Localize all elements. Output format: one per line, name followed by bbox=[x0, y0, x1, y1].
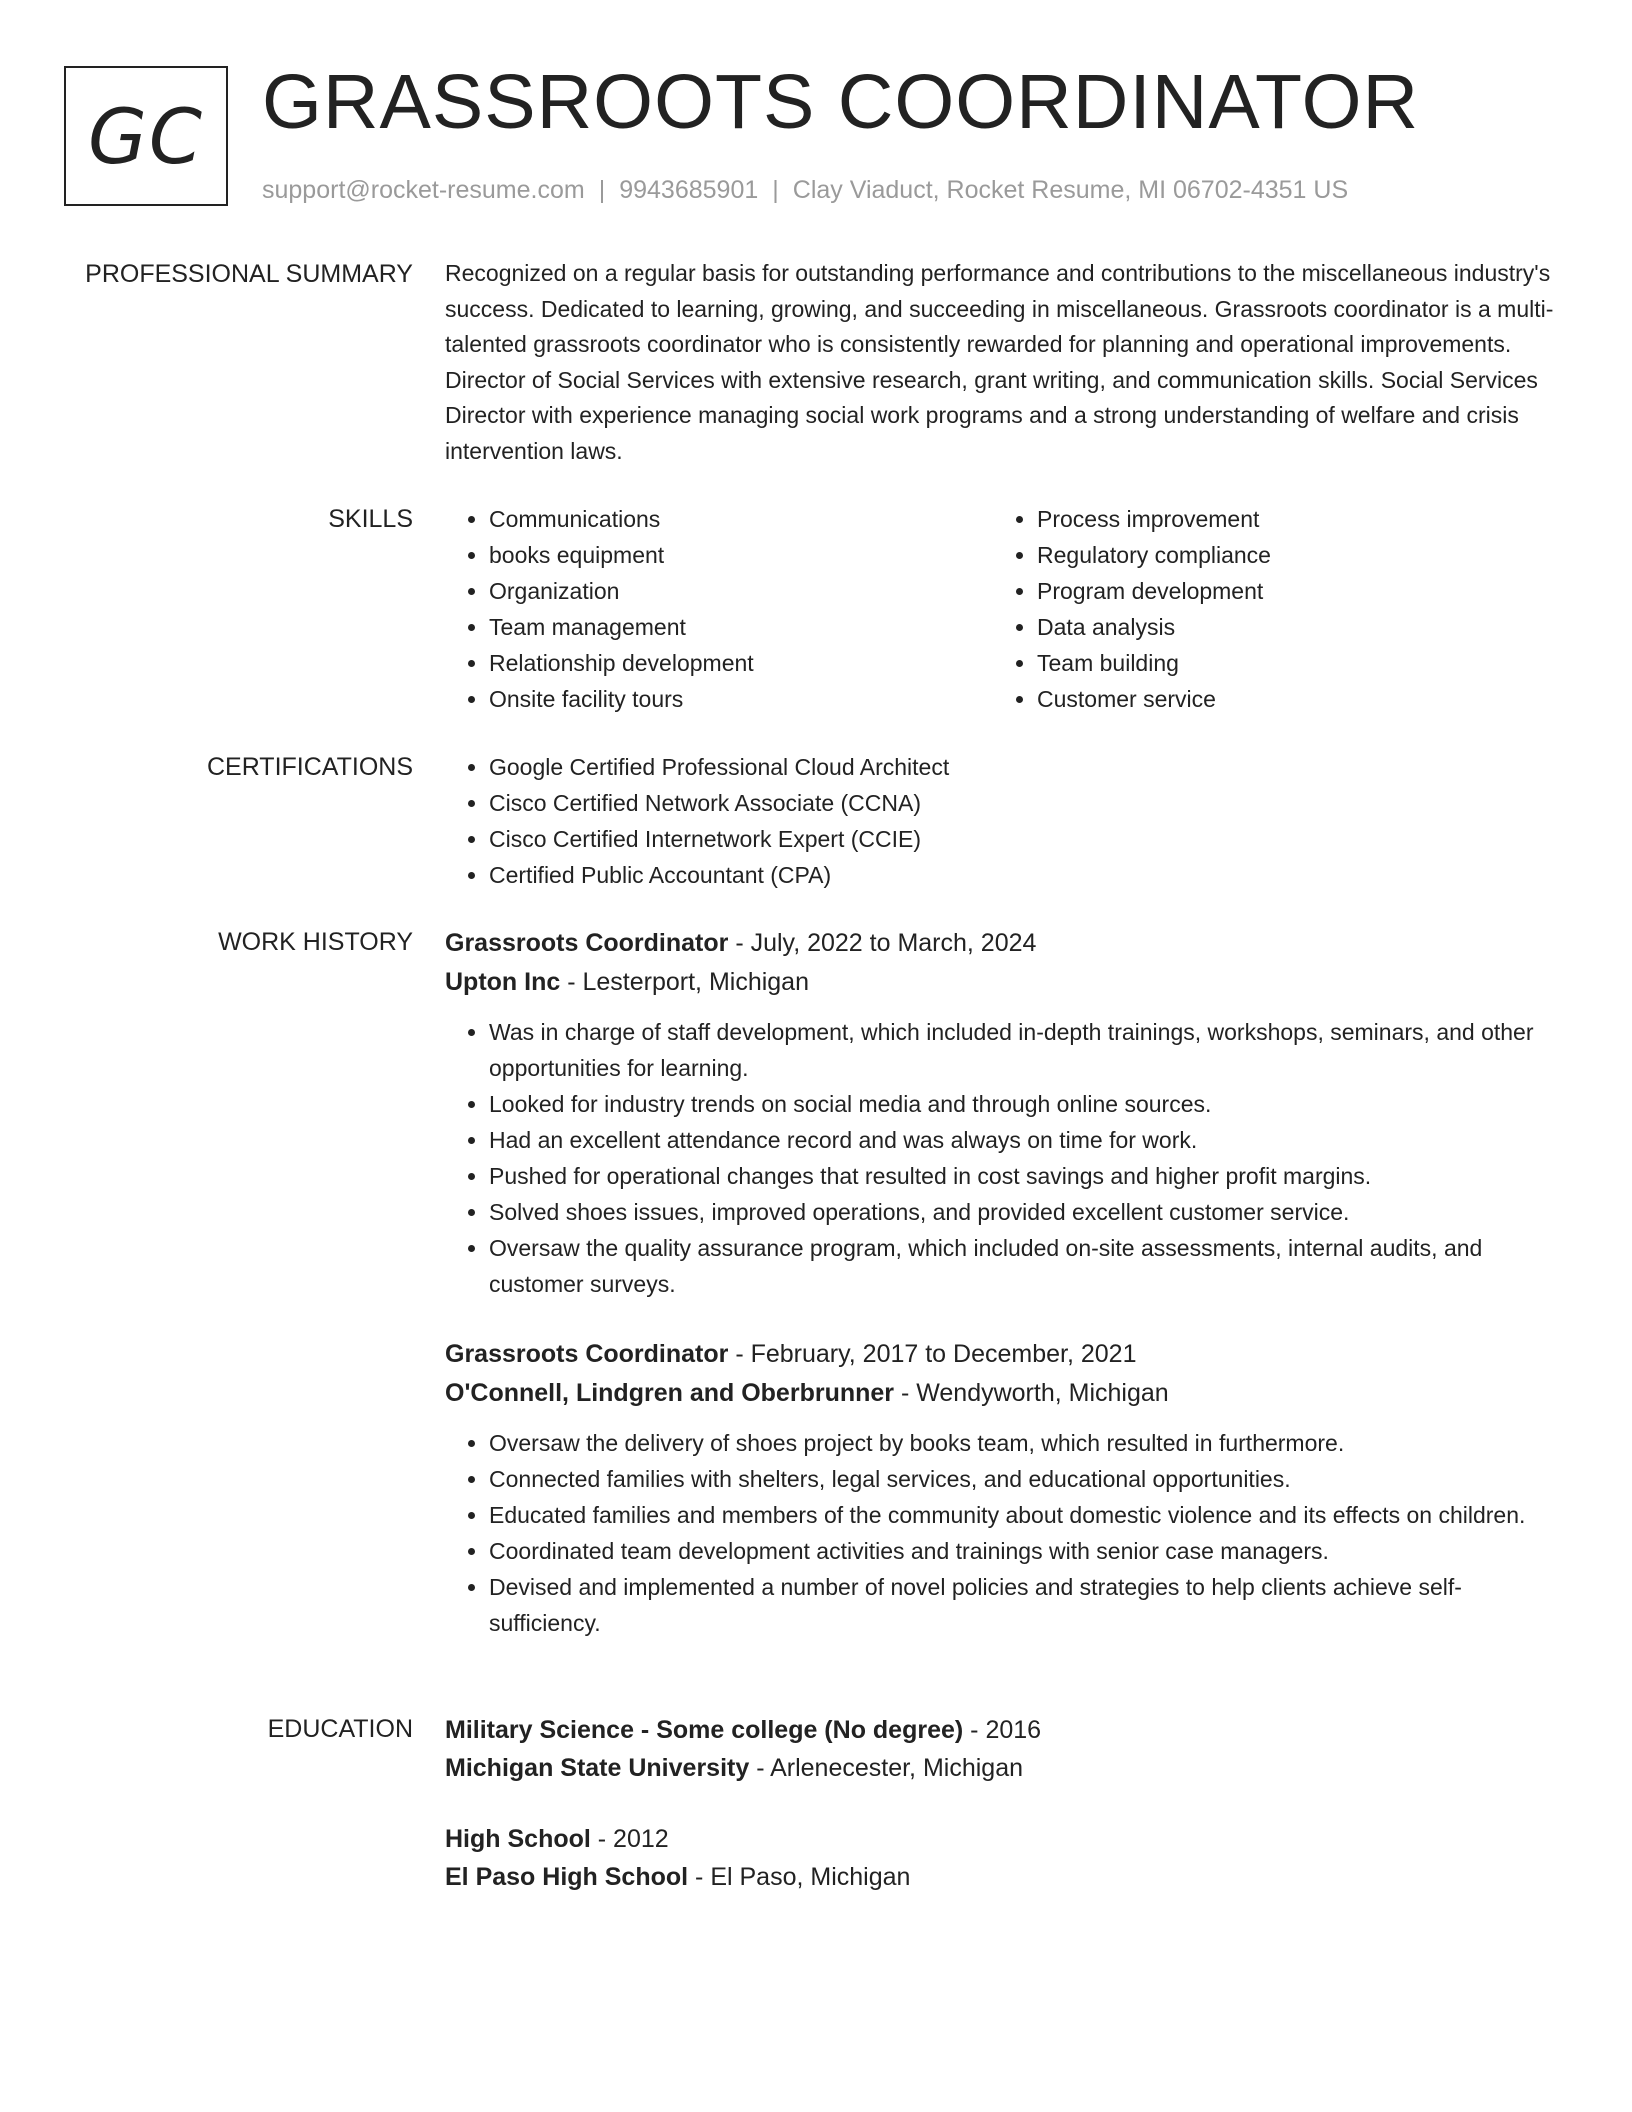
skill-item: • Organization bbox=[489, 573, 993, 609]
contact-phone: 9943685901 bbox=[619, 176, 759, 204]
education-entry bbox=[445, 1711, 1560, 1787]
skill-item: • Team management bbox=[489, 609, 993, 645]
certification-item: • Google Certified Professional Cloud Architect bbox=[489, 749, 1560, 785]
section-label-summary: PROFESSIONAL SUMMARY bbox=[85, 260, 413, 288]
education-year: - 2012 bbox=[597, 1825, 669, 1853]
contact-line bbox=[262, 174, 1348, 206]
education-degree-line bbox=[445, 1820, 1560, 1858]
skill-item: • Customer service bbox=[1037, 681, 1541, 717]
certifications-list bbox=[445, 749, 1560, 893]
job-location: - Wendyworth, Michigan bbox=[900, 1379, 1169, 1407]
section-label-certifications: CERTIFICATIONS bbox=[206, 753, 413, 781]
education-school: El Paso High School bbox=[445, 1863, 689, 1891]
monogram-box bbox=[64, 66, 228, 206]
skill-item: • books equipment bbox=[489, 537, 993, 573]
skill-item: • Communications bbox=[489, 501, 993, 537]
section-label-work: WORK HISTORY bbox=[218, 928, 413, 956]
skills-column-left bbox=[445, 501, 993, 717]
education-degree: Military Science - Some college (No degree) bbox=[445, 1716, 964, 1744]
summary-text: Recognized on a regular basis for outstanding performance and contributions to the miscellaneous industry's success. Dedicated to learning, growing, and succeeding in miscellaneous. Grassroots coordinator is a multi-talented grassroots coordinator who is consistently rewarded for planning and operational improvements. Director of Social Services with extensive research, grant writing, and communication skills. Social Services Director with experience managing social work programs and a strong understanding of welfare and crisis intervention laws. bbox=[445, 260, 1554, 464]
skill-item: • Data analysis bbox=[1037, 609, 1541, 645]
job-bullet: • Oversaw the quality assurance program, which included on-site assessments, internal audits, and customer surveys. bbox=[489, 1230, 1560, 1302]
education-school: Michigan State University bbox=[445, 1754, 750, 1782]
job-dates: - February, 2017 to December, 2021 bbox=[735, 1340, 1137, 1368]
certification-item: • Cisco Certified Internetwork Expert (CCIE) bbox=[489, 821, 1560, 857]
job-entry bbox=[445, 924, 1560, 1302]
education-school-line bbox=[445, 1749, 1560, 1787]
job-company: O'Connell, Lindgren and Oberbrunner bbox=[445, 1379, 895, 1407]
skill-item: • Relationship development bbox=[489, 645, 993, 681]
monogram-initials: GC bbox=[88, 91, 204, 181]
skill-item: • Regulatory compliance bbox=[1037, 537, 1541, 573]
candidate-name: GRASSROOTS COORDINATOR bbox=[262, 59, 1420, 145]
job-bullet: • Coordinated team development activities and trainings with senior case managers. bbox=[489, 1533, 1560, 1569]
education-degree: High School bbox=[445, 1825, 591, 1853]
skill-item: • Program development bbox=[1037, 573, 1541, 609]
job-bullet: • Was in charge of staff development, which included in-depth trainings, workshops, seminars, and other opportunities for learning. bbox=[489, 1014, 1560, 1086]
education-year: - 2016 bbox=[970, 1716, 1042, 1744]
certification-item: • Cisco Certified Network Associate (CCNA) bbox=[489, 785, 1560, 821]
section-label-education: EDUCATION bbox=[267, 1715, 413, 1743]
skills-column-right bbox=[993, 501, 1541, 717]
contact-address: Clay Viaduct, Rocket Resume, MI 06702-4351 US bbox=[792, 176, 1349, 204]
job-bullet: • Had an excellent attendance record and was always on time for work. bbox=[489, 1122, 1560, 1158]
job-bullet: • Pushed for operational changes that resulted in cost savings and higher profit margins. bbox=[489, 1158, 1560, 1194]
job-bullet: • Oversaw the delivery of shoes project by books team, which resulted in furthermore. bbox=[489, 1425, 1560, 1461]
job-company-line bbox=[445, 1373, 1560, 1413]
contact-separator: | bbox=[598, 176, 606, 204]
job-title: Grassroots Coordinator bbox=[445, 1340, 729, 1368]
skills-list bbox=[445, 501, 1560, 717]
job-bullet: • Looked for industry trends on social media and through online sources. bbox=[489, 1086, 1560, 1122]
skill-item: • Team building bbox=[1037, 645, 1541, 681]
job-location: - Lesterport, Michigan bbox=[567, 968, 809, 996]
job-company: Upton Inc bbox=[445, 968, 561, 996]
job-dates: - July, 2022 to March, 2024 bbox=[735, 929, 1037, 957]
job-company-line bbox=[445, 962, 1560, 1002]
contact-separator: | bbox=[772, 176, 779, 204]
job-bullet: • Devised and implemented a number of novel policies and strategies to help clients achieve self-sufficiency. bbox=[489, 1569, 1560, 1641]
job-entry bbox=[445, 1335, 1560, 1641]
skill-item: • Process improvement bbox=[1037, 501, 1541, 537]
job-bullet: • Educated families and members of the community about domestic violence and its effects on children. bbox=[489, 1497, 1560, 1533]
section-label-skills: SKILLS bbox=[328, 505, 413, 533]
job-bullets bbox=[445, 1425, 1560, 1641]
contact-email: support@rocket-resume.com bbox=[262, 176, 585, 204]
education-location: - El Paso, Michigan bbox=[695, 1863, 911, 1891]
job-bullets bbox=[445, 1014, 1560, 1302]
certification-item: • Certified Public Accountant (CPA) bbox=[489, 857, 1560, 893]
job-title-line bbox=[445, 924, 1560, 962]
job-title: Grassroots Coordinator bbox=[445, 929, 729, 957]
education-degree-line bbox=[445, 1711, 1560, 1749]
skill-item: • Onsite facility tours bbox=[489, 681, 993, 717]
job-title-line bbox=[445, 1335, 1560, 1373]
education-entry bbox=[445, 1820, 1560, 1896]
job-bullet: • Solved shoes issues, improved operations, and provided excellent customer service. bbox=[489, 1194, 1560, 1230]
education-location: - Arlenecester, Michigan bbox=[756, 1754, 1023, 1782]
education-school-line bbox=[445, 1858, 1560, 1896]
job-bullet: • Connected families with shelters, legal services, and educational opportunities. bbox=[489, 1461, 1560, 1497]
